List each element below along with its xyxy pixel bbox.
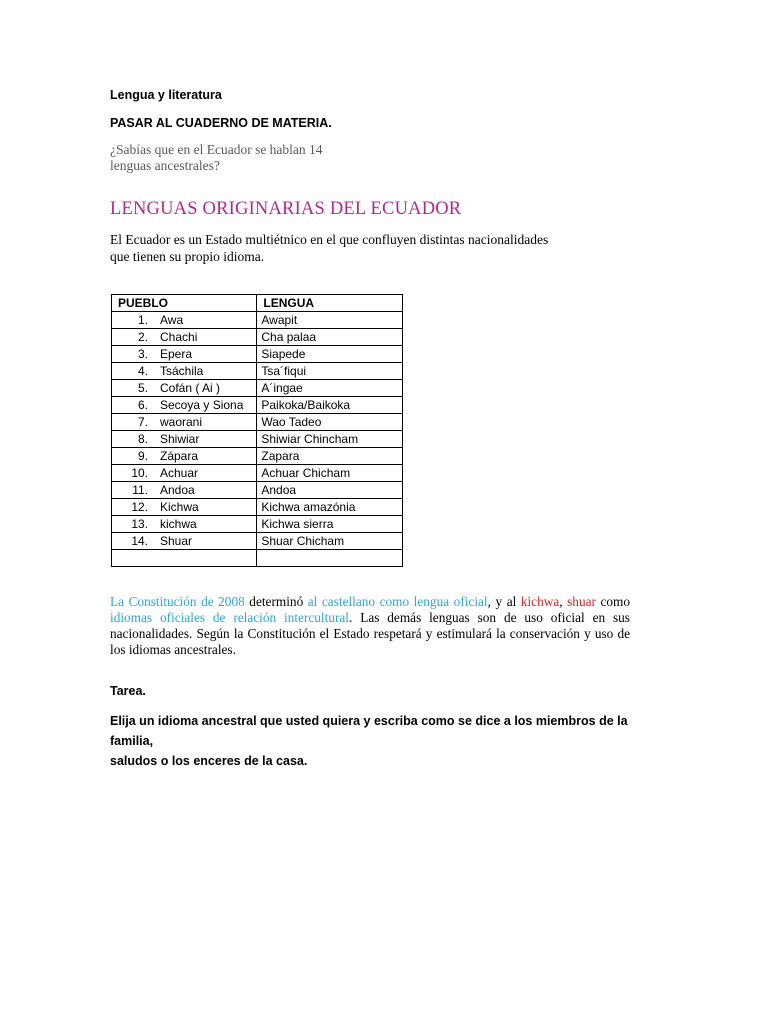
intro-line-1: El Ecuador es un Estado multiétnico en el que confluyen distintas nacionalidades [110, 232, 549, 247]
table-row [112, 397, 403, 414]
intro-paragraph [110, 231, 610, 265]
table-row [112, 533, 403, 550]
lengua-cell: Zapara [257, 448, 403, 465]
pueblo-name: Epera [160, 347, 193, 361]
table-row [112, 465, 403, 482]
pueblo-cell [112, 414, 257, 431]
pueblo-name: Cofán ( Ai ) [160, 381, 221, 395]
row-number: 13. [131, 517, 148, 531]
constitution-phrase: La Constitución de 2008 [110, 594, 245, 609]
lengua-cell: Shuar Chicham [257, 533, 403, 550]
column-header-lengua: LENGUA [257, 295, 403, 312]
lengua-cell: Kichwa sierra [257, 516, 403, 533]
pueblo-name: Tsáchila [160, 364, 204, 378]
table-row [112, 312, 403, 329]
pueblo-cell [112, 346, 257, 363]
pueblo-name: Secoya y Siona [160, 398, 244, 412]
lengua-cell: Achuar Chicham [257, 465, 403, 482]
table-row [112, 346, 403, 363]
subject-title: Lengua y literatura [110, 88, 222, 102]
question-line-2: lenguas ancestrales? [110, 158, 220, 173]
constitution-paragraph [110, 594, 630, 658]
pueblo-name: waorani [160, 415, 203, 429]
pueblo-name: Zápara [160, 449, 199, 463]
task-line-1: Elija un idioma ancestral que usted quiera y escriba como se dice a los miembros de la familia, [110, 714, 628, 748]
lengua-cell: Shiwiar Chincham [257, 431, 403, 448]
column-header-pueblo: PUEBLO [112, 295, 257, 312]
pueblo-cell [112, 397, 257, 414]
row-number: 2. [137, 330, 148, 344]
lengua-cell: Andoa [257, 482, 403, 499]
pueblo-cell [112, 448, 257, 465]
pueblo-cell [112, 482, 257, 499]
task-text [110, 711, 670, 771]
table-row [112, 380, 403, 397]
pueblo-name: kichwa [160, 517, 197, 531]
pueblo-name: Achuar [160, 466, 199, 480]
pueblo-name: Chachi [160, 330, 198, 344]
pueblo-name: Shuar [160, 534, 193, 548]
text-fragment: . Las demás lenguas son de uso oficial en sus nacionalidades. Según la Constitución el Estado respetará y estimulará la conservación y uso de los idiomas ancestrales. [110, 610, 630, 657]
table-header-row [112, 295, 403, 312]
question-text [110, 142, 370, 174]
lengua-cell: Tsa´fiqui [257, 363, 403, 380]
task-label: Tarea. [110, 684, 146, 698]
table-row [112, 482, 403, 499]
intro-line-2: que tienen su propio idioma. [110, 249, 265, 264]
lengua-cell: Siapede [257, 346, 403, 363]
text-fragment: como [595, 594, 631, 609]
row-number: 3. [137, 347, 148, 361]
table-row [112, 414, 403, 431]
pueblo-cell [112, 431, 257, 448]
pueblo-name: Shiwiar [160, 432, 200, 446]
table-row [112, 431, 403, 448]
pueblo-cell [112, 550, 257, 567]
pueblo-name: Andoa [160, 483, 195, 497]
text-fragment: , [559, 594, 568, 609]
table-row [112, 363, 403, 380]
row-number: 14. [131, 534, 148, 548]
row-number: 7. [137, 415, 148, 429]
table-body [112, 312, 403, 567]
task-line-2: saludos o los enceres de la casa. [110, 754, 308, 768]
row-number: 12. [131, 500, 148, 514]
section-heading: LENGUAS ORIGINARIAS DEL ECUADOR [110, 199, 462, 219]
row-number: 1. [137, 313, 148, 327]
row-number: 4. [137, 364, 148, 378]
instruction-text: PASAR AL CUADERNO DE MATERIA. [110, 116, 332, 130]
question-line-1: ¿Sabías que en el Ecuador se hablan 14 [110, 142, 323, 157]
row-number: 11. [132, 483, 148, 497]
lengua-cell: Wao Tadeo [257, 414, 403, 431]
lengua-cell [257, 550, 403, 567]
lengua-cell: A´ingae [257, 380, 403, 397]
row-number: 8. [137, 432, 148, 446]
shuar-word: shuar [567, 594, 596, 609]
pueblo-cell [112, 363, 257, 380]
pueblo-cell [112, 312, 257, 329]
table-row [112, 329, 403, 346]
pueblo-name: Awa [160, 313, 184, 327]
intercultural-phrase: idiomas oficiales de relación intercultural [110, 610, 349, 625]
pueblo-cell [112, 329, 257, 346]
table-row [112, 550, 403, 567]
pueblo-cell [112, 380, 257, 397]
row-number: 6. [137, 398, 148, 412]
pueblo-cell [112, 516, 257, 533]
languages-table [111, 294, 403, 567]
lengua-cell: Paikoka/Baikoka [257, 397, 403, 414]
row-number: 9. [137, 449, 148, 463]
pueblo-name: Kichwa [160, 500, 199, 514]
pueblo-cell [112, 499, 257, 516]
pueblo-cell [112, 533, 257, 550]
table-row [112, 516, 403, 533]
table-row [112, 499, 403, 516]
lengua-cell: Kichwa amazónia [257, 499, 403, 516]
row-number: 10. [131, 466, 148, 480]
castellano-phrase: al castellano como lengua oficial [307, 594, 488, 609]
lengua-cell: Awapit [257, 312, 403, 329]
row-number: 5. [137, 381, 148, 395]
text-fragment: , y al [487, 594, 521, 609]
text-fragment: determinó [244, 594, 308, 609]
pueblo-cell [112, 465, 257, 482]
lengua-cell: Cha palaa [257, 329, 403, 346]
table-row [112, 448, 403, 465]
kichwa-word: kichwa [520, 594, 560, 609]
